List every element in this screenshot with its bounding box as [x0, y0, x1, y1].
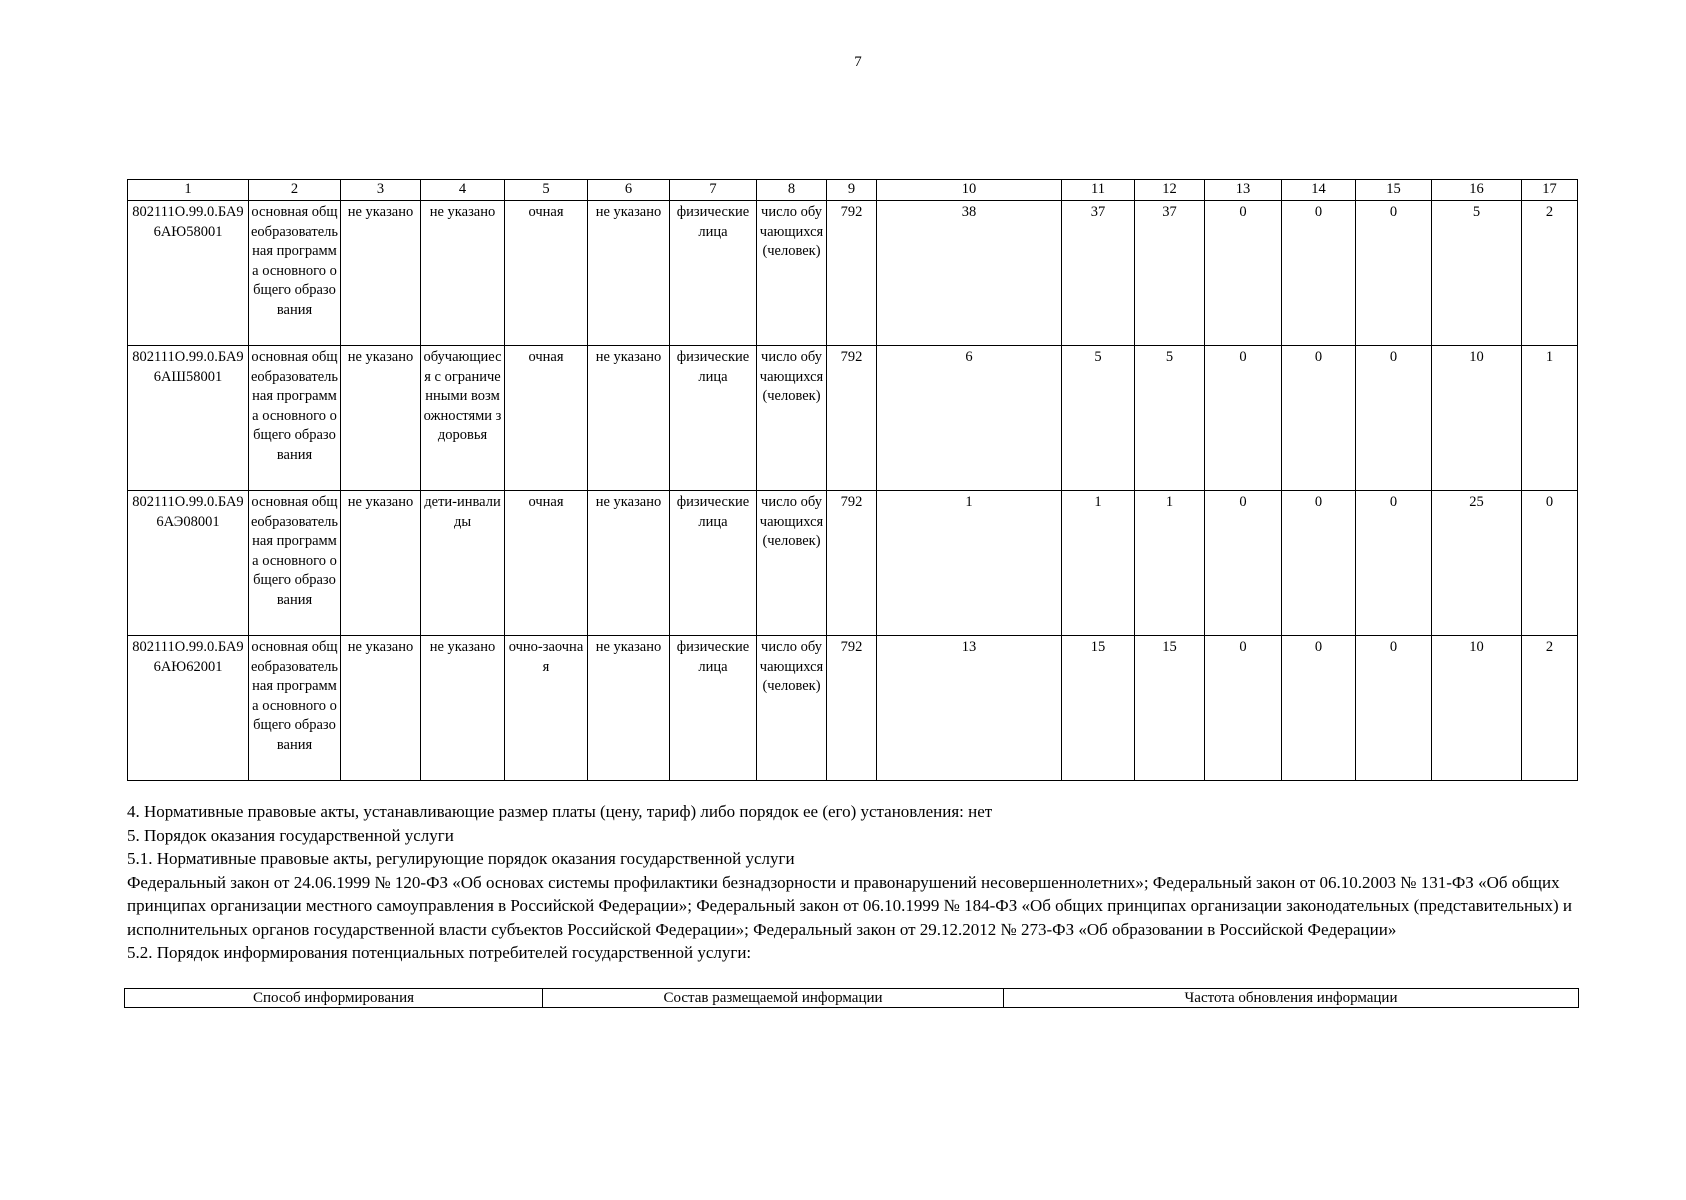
consumer-category: обучающиеся с ограниченными возможностями здоровья — [421, 346, 505, 491]
consumer-type: физические лица — [670, 491, 757, 636]
education-form: очная — [505, 491, 588, 636]
table-row — [128, 491, 1578, 636]
value-col12: 37 — [1135, 201, 1205, 346]
value-col15: 0 — [1356, 636, 1432, 781]
informing-frequency-header: Частота обновления информации — [1004, 989, 1579, 1008]
program-name: основная общеобразовательная программа основного общего образования — [249, 346, 341, 491]
value-col14: 0 — [1282, 346, 1356, 491]
column-number: 4 — [421, 180, 505, 201]
consumer-type: физические лица — [670, 636, 757, 781]
column-number: 9 — [827, 180, 877, 201]
indicator-name: число обучающихся (человек) — [757, 636, 827, 781]
value-col10: 13 — [877, 636, 1062, 781]
table-row — [128, 346, 1578, 491]
registry-code: 802111О.99.0.БА96АШ58001 — [128, 346, 249, 491]
column-number: 7 — [670, 180, 757, 201]
table-row — [128, 636, 1578, 781]
program-name: основная общеобразовательная программа основного общего образования — [249, 201, 341, 346]
value-col14: 0 — [1282, 636, 1356, 781]
value-col12: 5 — [1135, 346, 1205, 491]
okei-code: 792 — [827, 491, 877, 636]
value-col10: 38 — [877, 201, 1062, 346]
education-form: очно-заочная — [505, 636, 588, 781]
column-number: 15 — [1356, 180, 1432, 201]
value-col11: 37 — [1062, 201, 1135, 346]
registry-code: 802111О.99.0.БА96АЮ62001 — [128, 636, 249, 781]
value-col13: 0 — [1205, 201, 1282, 346]
column-number: 11 — [1062, 180, 1135, 201]
cell-col3: не указано — [341, 201, 421, 346]
value-col10: 1 — [877, 491, 1062, 636]
table-row — [128, 201, 1578, 346]
page-number: 7 — [854, 54, 862, 70]
column-number: 2 — [249, 180, 341, 201]
value-col13: 0 — [1205, 636, 1282, 781]
education-form: очная — [505, 201, 588, 346]
cell-col6: не указано — [588, 636, 670, 781]
note-service-procedure: 5. Порядок оказания государственной услуги — [127, 825, 454, 845]
cell-col6: не указано — [588, 201, 670, 346]
okei-code: 792 — [827, 346, 877, 491]
value-col13: 0 — [1205, 491, 1282, 636]
value-col13: 0 — [1205, 346, 1282, 491]
value-col12: 15 — [1135, 636, 1205, 781]
indicator-name: число обучающихся (человек) — [757, 201, 827, 346]
column-number: 13 — [1205, 180, 1282, 201]
consumer-category: не указано — [421, 636, 505, 781]
value-col11: 15 — [1062, 636, 1135, 781]
column-number: 6 — [588, 180, 670, 201]
value-col14: 0 — [1282, 201, 1356, 346]
cell-col3: не указано — [341, 346, 421, 491]
cell-col6: не указано — [588, 346, 670, 491]
value-col17: 2 — [1522, 201, 1578, 346]
value-col17: 2 — [1522, 636, 1578, 781]
value-col16: 25 — [1432, 491, 1522, 636]
notes-section — [127, 800, 1587, 965]
value-col16: 10 — [1432, 636, 1522, 781]
value-col17: 0 — [1522, 491, 1578, 636]
consumer-category: дети-инвалиды — [421, 491, 505, 636]
consumer-category: не указано — [421, 201, 505, 346]
value-col17: 1 — [1522, 346, 1578, 491]
column-number: 8 — [757, 180, 827, 201]
education-form: очная — [505, 346, 588, 491]
value-col16: 5 — [1432, 201, 1522, 346]
value-col10: 6 — [877, 346, 1062, 491]
column-number: 16 — [1432, 180, 1522, 201]
cell-col3: не указано — [341, 636, 421, 781]
note-informing-procedure: 5.2. Порядок информирования потенциальных потребителей государственной услуги: — [127, 943, 752, 962]
value-col15: 0 — [1356, 201, 1432, 346]
note-fees: 4. Нормативные правовые акты, устанавливающие размер платы (цену, тариф) либо порядок ее (его) установления: нет — [127, 802, 993, 821]
program-name: основная общеобразовательная программа основного общего образования — [249, 491, 341, 636]
value-col15: 0 — [1356, 491, 1432, 636]
value-col14: 0 — [1282, 491, 1356, 636]
consumer-type: физические лица — [670, 346, 757, 491]
value-col12: 1 — [1135, 491, 1205, 636]
column-number-row — [128, 180, 1578, 201]
column-number: 10 — [877, 180, 1062, 201]
value-col11: 5 — [1062, 346, 1135, 491]
column-number: 12 — [1135, 180, 1205, 201]
registry-code: 802111О.99.0.БА96АЭ08001 — [128, 491, 249, 636]
registry-code: 802111О.99.0.БА96АЮ58001 — [128, 201, 249, 346]
informing-method-header: Способ информирования — [125, 989, 543, 1008]
note-federal-laws: Федеральный закон от 24.06.1999 № 120-ФЗ «Об основах системы профилактики безнадзорности и правонарушений несовершеннолетних»; Федеральный закон от 06.10.2003 № 131-ФЗ «Об общих принципах организации местного самоуправления в Российской Федерации»; Федеральный закон от 06.10.1999 № 184-ФЗ «Об общих принципах организации законодательных (представительных) и исполнительных органов государственной власти субъектов Российской Федерации»; Федеральный закон от 29.12.2012 № 273-ФЗ «Об образовании в Российской Федерации» — [127, 872, 1572, 939]
informing-table — [124, 988, 1579, 1008]
column-number: 5 — [505, 180, 588, 201]
informing-header-row — [125, 989, 1579, 1008]
value-col16: 10 — [1432, 346, 1522, 491]
cell-col6: не указано — [588, 491, 670, 636]
note-regulatory-acts: 5.1. Нормативные правовые акты, регулирующие порядок оказания государственной услуги — [127, 849, 795, 868]
value-col11: 1 — [1062, 491, 1135, 636]
program-name: основная общеобразовательная программа основного общего образования — [249, 636, 341, 781]
column-number: 1 — [128, 180, 249, 201]
consumer-type: физические лица — [670, 201, 757, 346]
indicator-name: число обучающихся (человек) — [757, 491, 827, 636]
service-volume-table — [127, 179, 1578, 781]
okei-code: 792 — [827, 636, 877, 781]
indicator-name: число обучающихся (человек) — [757, 346, 827, 491]
column-number: 14 — [1282, 180, 1356, 201]
column-number: 3 — [341, 180, 421, 201]
okei-code: 792 — [827, 201, 877, 346]
column-number: 17 — [1522, 180, 1578, 201]
cell-col3: не указано — [341, 491, 421, 636]
value-col15: 0 — [1356, 346, 1432, 491]
informing-content-header: Состав размещаемой информации — [543, 989, 1004, 1008]
